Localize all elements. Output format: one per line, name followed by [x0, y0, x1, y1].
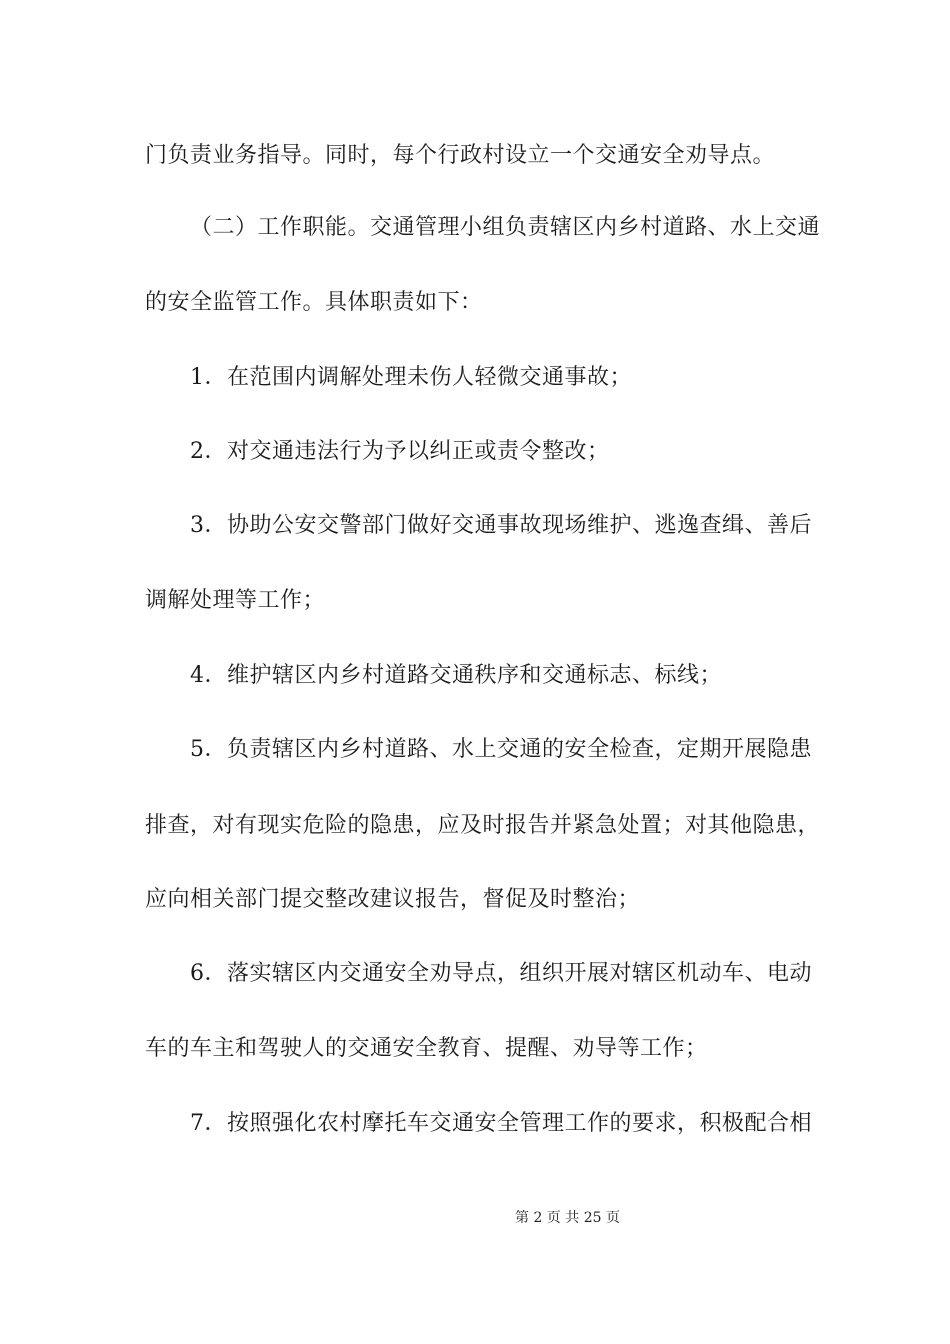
- text-line: 排查，对有现实危险的隐患，应及时报告并紧急处置；对其他隐患，: [145, 813, 821, 838]
- section-heading-line: （二）工作职能。交通管理小组负责辖区内乡村道路、水上交通: [190, 215, 821, 240]
- page-footer: [0, 1208, 950, 1228]
- list-item-3: 3．协助公安交警部门做好交通事故现场维护、逃逸查缉、善后: [190, 513, 812, 538]
- page-number: 第 2 页 共 25 页: [515, 1210, 620, 1226]
- list-item-5: 5．负责辖区内乡村道路、水上交通的安全检查，定期开展隐患: [190, 737, 812, 762]
- text-line: 门负责业务指导。同时，每个行政村设立一个交通安全劝导点。: [145, 143, 776, 168]
- text-line: 调解处理等工作；: [145, 588, 326, 613]
- text-line: 车的车主和驾驶人的交通安全教育、提醒、劝导等工作；: [145, 1036, 708, 1061]
- list-item-1: 1．在范围内调解处理未伤人轻微交通事故；: [190, 365, 632, 390]
- list-item-2: 2．对交通违法行为予以纠正或责令整改；: [190, 439, 610, 464]
- list-item-4: 4．维护辖区内乡村道路交通秩序和交通标志、标线；: [190, 663, 722, 688]
- list-item-6: 6．落实辖区内交通安全劝导点，组织开展对辖区机动车、电动: [190, 961, 812, 986]
- text-line: 的安全监管工作。具体职责如下：: [145, 290, 483, 315]
- text-line: 应向相关部门提交整改建议报告，督促及时整治；: [145, 887, 641, 912]
- list-item-7: 7．按照强化农村摩托车交通安全管理工作的要求，积极配合相: [190, 1111, 812, 1136]
